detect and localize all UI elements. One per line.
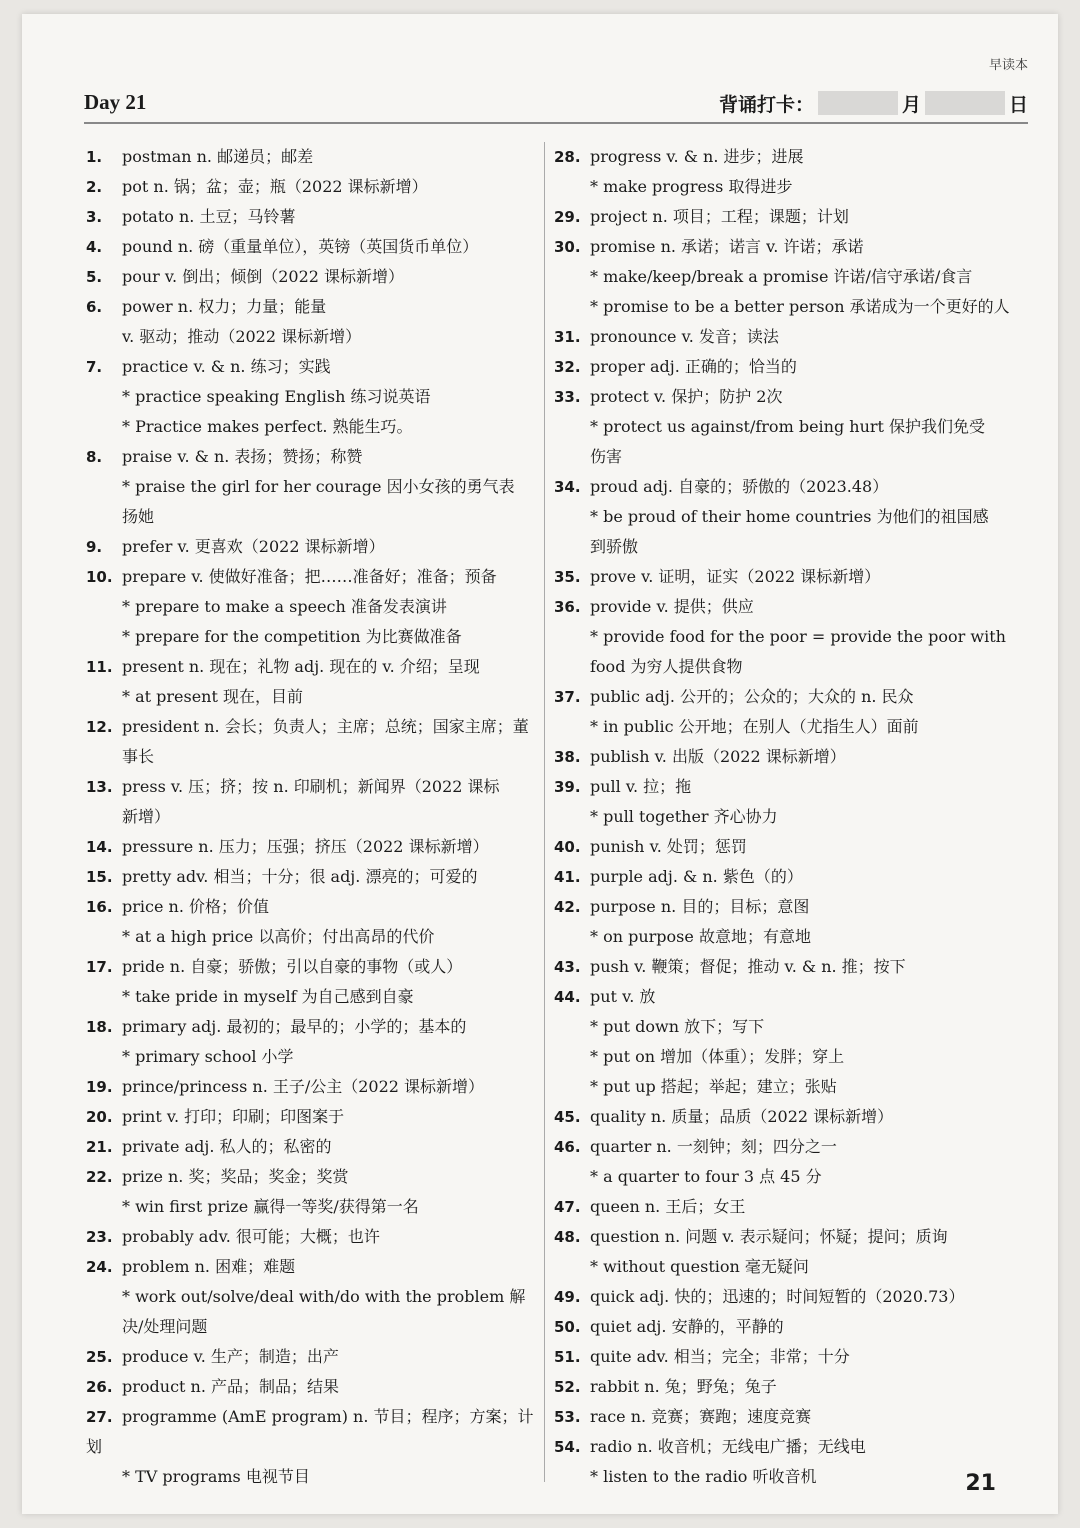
entry-text: * primary school 小学 xyxy=(122,1047,294,1066)
vocab-line xyxy=(86,442,542,472)
entry-text: * on purpose 故意地；有意地 xyxy=(590,927,811,946)
entry-number: 4. xyxy=(86,238,103,256)
entry-text: push v. 鞭策；督促；推动 v. & n. 推；按下 xyxy=(590,957,906,976)
entry-text: * Practice makes perfect. 熟能生巧。 xyxy=(122,417,413,436)
page-header xyxy=(84,88,1028,124)
entry-number: 29. xyxy=(554,208,581,226)
vocab-line xyxy=(554,472,1014,502)
entry-number: 52. xyxy=(554,1378,581,1396)
vocab-line xyxy=(554,1432,1014,1462)
entry-text: proper adj. 正确的；恰当的 xyxy=(590,357,797,376)
right-column xyxy=(554,142,1014,1492)
entry-text: postman n. 邮递员；邮差 xyxy=(122,147,314,166)
entry-text: pour v. 倒出；倾倒（2022 课标新增） xyxy=(122,267,405,286)
vocab-line xyxy=(86,1372,542,1402)
vocab-line xyxy=(86,1402,542,1462)
vocab-line xyxy=(554,1222,1014,1252)
entry-text: 事长 xyxy=(122,747,155,766)
checkin-label: 背诵打卡： xyxy=(718,93,814,116)
vocab-line xyxy=(86,862,542,892)
vocab-line xyxy=(554,412,1014,442)
document-page xyxy=(22,14,1058,1514)
entry-number: 41. xyxy=(554,868,581,886)
vocab-line xyxy=(86,382,542,412)
entry-number: 45. xyxy=(554,1108,581,1126)
entry-number: 32. xyxy=(554,358,581,376)
corner-tag: 早读本 xyxy=(988,58,1028,73)
entry-text: president n. 会长；负责人；主席；总统；国家主席；董 xyxy=(122,717,529,736)
entry-number: 1. xyxy=(86,148,103,166)
entry-number: 26. xyxy=(86,1378,113,1396)
vocab-line xyxy=(86,802,542,832)
entry-text: private adj. 私人的；私密的 xyxy=(122,1137,332,1156)
entry-number: 53. xyxy=(554,1408,581,1426)
entry-text: purple adj. & n. 紫色（的） xyxy=(590,867,803,886)
entry-text: prove v. 证明，证实（2022 课标新增） xyxy=(590,567,881,586)
entry-text: * prepare for the competition 为比赛做准备 xyxy=(122,627,462,646)
entry-text: * pull together 齐心协力 xyxy=(590,807,778,826)
entry-text: * put on 增加（体重）；发胖；穿上 xyxy=(590,1047,845,1066)
page-number: 21 xyxy=(965,1471,996,1496)
entry-text: * TV programs 电视节目 xyxy=(122,1467,310,1486)
vocab-line xyxy=(86,562,542,592)
entry-number: 9. xyxy=(86,538,103,556)
vocab-line xyxy=(554,802,1014,832)
entry-number: 33. xyxy=(554,388,581,406)
entry-number: 18. xyxy=(86,1018,113,1036)
day-label: 日 xyxy=(1008,93,1028,116)
vocab-line xyxy=(554,682,1014,712)
entry-number: 23. xyxy=(86,1228,113,1246)
vocab-line xyxy=(86,1282,542,1312)
vocab-line xyxy=(554,1012,1014,1042)
vocab-line xyxy=(86,232,542,262)
vocab-line xyxy=(86,1312,542,1342)
vocab-line xyxy=(86,292,542,322)
entry-number: 10. xyxy=(86,568,113,586)
vocab-line xyxy=(554,532,1014,562)
entry-number: 36. xyxy=(554,598,581,616)
entry-number: 21. xyxy=(86,1138,113,1156)
entry-number: 11. xyxy=(86,658,113,676)
entry-text: pull v. 拉；拖 xyxy=(590,777,692,796)
entry-text: put v. 放 xyxy=(590,987,656,1006)
vocab-line xyxy=(86,502,542,532)
entry-text: 扬她 xyxy=(122,507,155,526)
vocab-line xyxy=(86,142,542,172)
entry-text: quite adv. 相当；完全；非常；十分 xyxy=(590,1347,850,1366)
vocab-line xyxy=(554,1342,1014,1372)
vocab-line xyxy=(86,322,542,352)
vocab-line xyxy=(554,292,1014,322)
entry-text: * without question 毫无疑问 xyxy=(590,1257,809,1276)
entry-text: 新增） xyxy=(122,807,171,826)
vocab-line xyxy=(86,1012,542,1042)
entry-number: 51. xyxy=(554,1348,581,1366)
vocab-line xyxy=(554,982,1014,1012)
entry-text: probably adv. 很可能；大概；也许 xyxy=(122,1227,380,1246)
vocab-line xyxy=(86,592,542,622)
entry-text: pride n. 自豪；骄傲；引以自豪的事物（或人） xyxy=(122,957,463,976)
vocab-line xyxy=(86,1342,542,1372)
vocab-line xyxy=(86,652,542,682)
vocab-line xyxy=(86,412,542,442)
entry-number: 16. xyxy=(86,898,113,916)
entry-number: 25. xyxy=(86,1348,113,1366)
vocab-line xyxy=(554,952,1014,982)
vocab-line xyxy=(554,1162,1014,1192)
vocab-line xyxy=(86,1102,542,1132)
entry-number: 46. xyxy=(554,1138,581,1156)
entry-text: 伤害 xyxy=(590,447,623,466)
entry-number: 49. xyxy=(554,1288,581,1306)
entry-number: 50. xyxy=(554,1318,581,1336)
entry-text: problem n. 困难；难题 xyxy=(122,1257,296,1276)
entry-text: radio n. 收音机；无线电广播；无线电 xyxy=(590,1437,866,1456)
entry-text: praise v. & n. 表扬；赞扬；称赞 xyxy=(122,447,363,466)
vocab-line xyxy=(86,1042,542,1072)
entry-number: 12. xyxy=(86,718,113,736)
entry-number: 19. xyxy=(86,1078,113,1096)
entry-text: project n. 项目；工程；课题；计划 xyxy=(590,207,849,226)
vocab-line xyxy=(554,1102,1014,1132)
entry-text: programme (AmE program) n. 节目；程序；方案；计划 xyxy=(86,1407,534,1456)
vocab-line xyxy=(554,1042,1014,1072)
vocab-line xyxy=(554,772,1014,802)
entry-text: * practice speaking English 练习说英语 xyxy=(122,387,431,406)
entry-text: purpose n. 目的；目标；意图 xyxy=(590,897,810,916)
vocab-line xyxy=(554,1312,1014,1342)
vocab-line xyxy=(86,202,542,232)
entry-text: pound n. 磅（重量单位），英镑（英国货币单位） xyxy=(122,237,479,256)
vocab-line xyxy=(554,1462,1014,1492)
vocab-line xyxy=(86,1462,542,1492)
entry-text: pot n. 锅；盆；壶；瓶（2022 课标新增） xyxy=(122,177,428,196)
vocab-line xyxy=(554,1132,1014,1162)
entry-text: price n. 价格；价值 xyxy=(122,897,270,916)
entry-text: print v. 打印；印刷；印图案于 xyxy=(122,1107,345,1126)
entry-text: * make/keep/break a promise 许诺/信守承诺/食言 xyxy=(590,267,973,286)
vocab-line xyxy=(86,742,542,772)
entry-number: 39. xyxy=(554,778,581,796)
entry-text: v. 驱动；推动（2022 课标新增） xyxy=(122,327,362,346)
entry-number: 8. xyxy=(86,448,103,466)
entry-number: 43. xyxy=(554,958,581,976)
entry-text: prepare v. 使做好准备；把……准备好；准备；预备 xyxy=(122,567,497,586)
entry-text: question n. 问题 v. 表示疑问；怀疑；提问；质询 xyxy=(590,1227,948,1246)
entry-number: 3. xyxy=(86,208,103,226)
entry-text: race n. 竞赛；赛跑；速度竞赛 xyxy=(590,1407,812,1426)
vocab-line xyxy=(554,562,1014,592)
entry-text: pronounce v. 发音；读法 xyxy=(590,327,779,346)
vocab-line xyxy=(86,772,542,802)
entry-number: 42. xyxy=(554,898,581,916)
entry-text: * a quarter to four 3 点 45 分 xyxy=(590,1167,822,1186)
entry-number: 27. xyxy=(86,1408,113,1426)
entry-text: prince/princess n. 王子/公主（2022 课标新增） xyxy=(122,1077,485,1096)
vocab-line xyxy=(86,922,542,952)
entry-text: * prepare to make a speech 准备发表演讲 xyxy=(122,597,447,616)
entry-text: pressure n. 压力；压强；挤压（2022 课标新增） xyxy=(122,837,489,856)
entry-text: prize n. 奖；奖品；奖金；奖赏 xyxy=(122,1167,349,1186)
vocab-line xyxy=(86,172,542,202)
vocab-line xyxy=(86,682,542,712)
vocab-line xyxy=(86,622,542,652)
entry-number: 38. xyxy=(554,748,581,766)
entry-number: 37. xyxy=(554,688,581,706)
entry-text: protect v. 保护；防护 2次 xyxy=(590,387,783,406)
vocab-line xyxy=(86,712,542,742)
entry-text: practice v. & n. 练习；实践 xyxy=(122,357,331,376)
entry-text: * provide food for the poor = provide the poor with xyxy=(590,627,1006,646)
entry-text: produce v. 生产；制造；出产 xyxy=(122,1347,339,1366)
month-label: 月 xyxy=(901,93,921,116)
entry-text: quarter n. 一刻钟；刻；四分之一 xyxy=(590,1137,837,1156)
vocab-line xyxy=(554,652,1014,682)
vocab-line xyxy=(554,832,1014,862)
entry-number: 22. xyxy=(86,1168,113,1186)
entry-number: 20. xyxy=(86,1108,113,1126)
entry-text: * work out/solve/deal with/do with the problem 解 xyxy=(122,1287,526,1306)
vocab-line xyxy=(554,1072,1014,1102)
entry-text: queen n. 王后；女王 xyxy=(590,1197,746,1216)
vocab-line xyxy=(554,322,1014,352)
vocab-line xyxy=(86,472,542,502)
vocab-line xyxy=(86,1252,542,1282)
entry-text: quality n. 质量；品质（2022 课标新增） xyxy=(590,1107,894,1126)
day-blank xyxy=(925,91,1005,115)
month-blank xyxy=(818,91,898,115)
entry-text: * put down 放下；写下 xyxy=(590,1017,765,1036)
vocab-line xyxy=(86,892,542,922)
entry-number: 40. xyxy=(554,838,581,856)
entry-number: 17. xyxy=(86,958,113,976)
vocab-line xyxy=(86,352,542,382)
entry-number: 14. xyxy=(86,838,113,856)
entry-text: * listen to the radio 听收音机 xyxy=(590,1467,817,1486)
entry-text: proud adj. 自豪的；骄傲的（2023.48） xyxy=(590,477,889,496)
vocab-line xyxy=(86,1132,542,1162)
entry-number: 34. xyxy=(554,478,581,496)
vocab-line xyxy=(554,1372,1014,1402)
entry-text: * be proud of their home countries 为他们的祖国感 xyxy=(590,507,989,526)
entry-text: * protect us against/from being hurt 保护我们免受 xyxy=(590,417,986,436)
entry-text: provide v. 提供；供应 xyxy=(590,597,754,616)
entry-text: prefer v. 更喜欢（2022 课标新增） xyxy=(122,537,385,556)
vocab-line xyxy=(554,232,1014,262)
vocab-line xyxy=(554,1282,1014,1312)
entry-text: primary adj. 最初的；最早的；小学的；基本的 xyxy=(122,1017,467,1036)
entry-text: progress v. & n. 进步；进展 xyxy=(590,147,804,166)
entry-text: 决/处理问题 xyxy=(122,1317,208,1336)
vocab-line xyxy=(554,1402,1014,1432)
entry-text: pretty adv. 相当；十分；很 adj. 漂亮的；可爱的 xyxy=(122,867,478,886)
entry-number: 24. xyxy=(86,1258,113,1276)
vocab-line xyxy=(554,262,1014,292)
vocab-line xyxy=(554,1192,1014,1222)
vocab-line xyxy=(554,592,1014,622)
vocab-line xyxy=(554,352,1014,382)
vocab-line xyxy=(554,502,1014,532)
vocab-line xyxy=(554,382,1014,412)
vocab-line xyxy=(554,442,1014,472)
entry-text: * in public 公开地；在别人（尤指生人）面前 xyxy=(590,717,919,736)
entry-text: power n. 权力；力量；能量 xyxy=(122,297,327,316)
vocab-line xyxy=(554,922,1014,952)
entry-text: quick adj. 快的；迅速的；时间短暂的（2020.73） xyxy=(590,1287,965,1306)
entry-text: food 为穷人提供食物 xyxy=(590,657,743,676)
entry-number: 28. xyxy=(554,148,581,166)
vocab-line xyxy=(86,1162,542,1192)
entry-text: punish v. 处罚；惩罚 xyxy=(590,837,747,856)
day-title: Day 21 xyxy=(84,90,147,114)
entry-number: 2. xyxy=(86,178,103,196)
entry-text: potato n. 土豆；马铃薯 xyxy=(122,207,296,226)
entry-number: 13. xyxy=(86,778,113,796)
entry-text: * put up 搭起；举起；建立；张贴 xyxy=(590,1077,837,1096)
entry-text: product n. 产品；制品；结果 xyxy=(122,1377,340,1396)
vocab-line xyxy=(86,982,542,1012)
entry-number: 48. xyxy=(554,1228,581,1246)
entry-number: 15. xyxy=(86,868,113,886)
entry-number: 54. xyxy=(554,1438,581,1456)
vocab-line xyxy=(86,532,542,562)
left-column xyxy=(86,142,542,1492)
entry-number: 6. xyxy=(86,298,103,316)
column-divider xyxy=(544,142,545,1482)
vocab-line xyxy=(554,172,1014,202)
vocab-line xyxy=(86,832,542,862)
vocab-line xyxy=(86,1072,542,1102)
entry-text: 到骄傲 xyxy=(590,537,639,556)
vocab-line xyxy=(554,712,1014,742)
entry-text: present n. 现在；礼物 adj. 现在的 v. 介绍；呈现 xyxy=(122,657,480,676)
entry-text: rabbit n. 兔；野兔；兔子 xyxy=(590,1377,777,1396)
vocab-line xyxy=(554,1252,1014,1282)
vocab-line xyxy=(554,742,1014,772)
vocab-line xyxy=(554,622,1014,652)
entry-number: 47. xyxy=(554,1198,581,1216)
vocab-line xyxy=(554,862,1014,892)
entry-number: 35. xyxy=(554,568,581,586)
vocab-line xyxy=(554,892,1014,922)
entry-text: * take pride in myself 为自己感到自豪 xyxy=(122,987,414,1006)
entry-number: 7. xyxy=(86,358,103,376)
vocab-line xyxy=(554,202,1014,232)
entry-number: 31. xyxy=(554,328,581,346)
checkin-area xyxy=(719,88,1028,118)
entry-number: 5. xyxy=(86,268,103,286)
entry-text: * praise the girl for her courage 因小女孩的勇气表 xyxy=(122,477,515,496)
entry-text: * at present 现在，目前 xyxy=(122,687,304,706)
entry-text: * at a high price 以高价；付出高昂的代价 xyxy=(122,927,435,946)
entry-text: promise n. 承诺；诺言 v. 许诺；承诺 xyxy=(590,237,864,256)
entry-text: public adj. 公开的；公众的；大众的 n. 民众 xyxy=(590,687,914,706)
entry-text: publish v. 出版（2022 课标新增） xyxy=(590,747,846,766)
entry-text: * promise to be a better person 承诺成为一个更好的人 xyxy=(590,297,1010,316)
entry-text: press v. 压；挤；按 n. 印刷机；新闻界（2022 课标 xyxy=(122,777,500,796)
entry-number: 30. xyxy=(554,238,581,256)
entry-number: 44. xyxy=(554,988,581,1006)
entry-text: * win first prize 赢得一等奖/获得第一名 xyxy=(122,1197,419,1216)
vocab-line xyxy=(554,142,1014,172)
entry-text: quiet adj. 安静的，平静的 xyxy=(590,1317,784,1336)
vocab-line xyxy=(86,1192,542,1222)
vocab-line xyxy=(86,1222,542,1252)
vocab-line xyxy=(86,952,542,982)
entry-text: * make progress 取得进步 xyxy=(590,177,793,196)
vocab-line xyxy=(86,262,542,292)
